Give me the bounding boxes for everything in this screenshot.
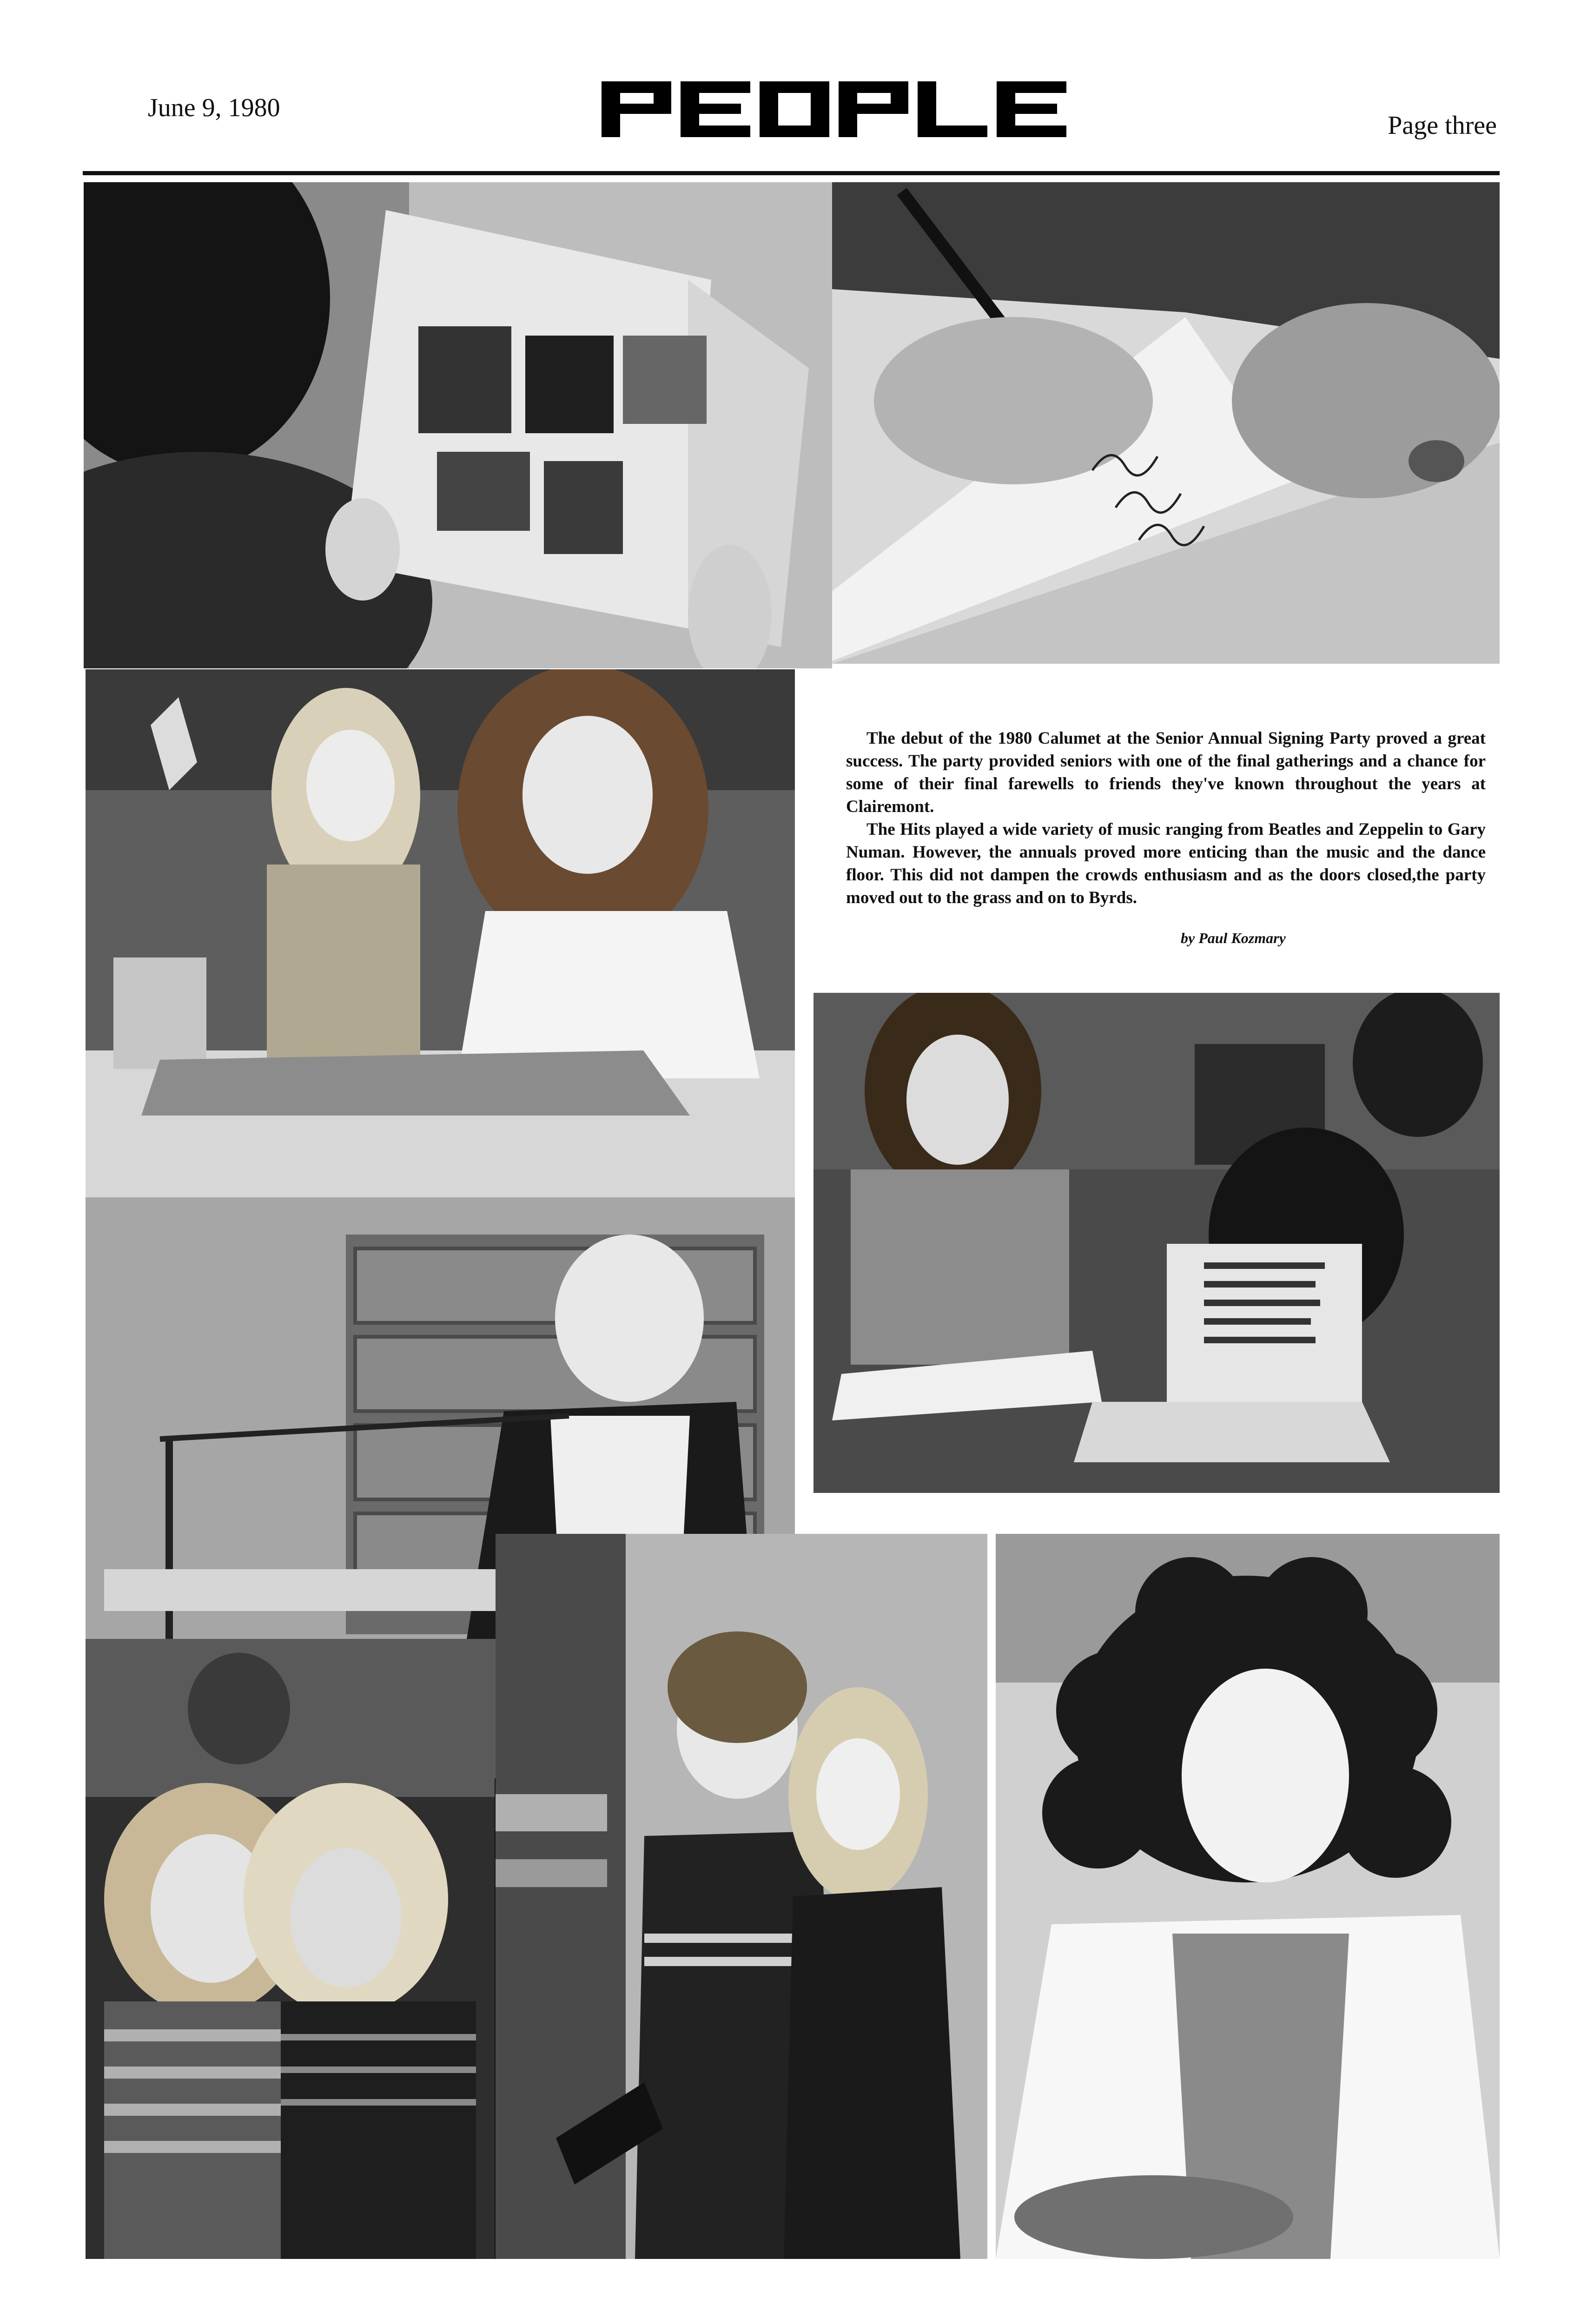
byline: by Paul Kozmary: [1181, 930, 1286, 946]
signing-photo: [832, 182, 1500, 664]
article-paragraph: The debut of the 1980 Calumet at the Senior Annual Signing Party proved a great success. The party provided seniors with one of the final gatherings and a chance for some of their final farewells to friends they've known throughout the years at Clairemont.: [846, 729, 1486, 816]
couple-photo: [496, 1534, 987, 2259]
two-girls-laughing-photo: [86, 669, 795, 1197]
curly-hair-photo: [996, 1534, 1500, 2259]
issue-date: June 9, 1980: [148, 93, 280, 122]
article-body: [846, 727, 1486, 909]
masthead-logo: [602, 77, 1076, 142]
header-rule: [83, 171, 1500, 175]
yearbook-photo: [84, 182, 832, 668]
page-number: Page three: [1388, 111, 1497, 140]
students-signing-photo: [813, 993, 1500, 1493]
article-paragraph: The Hits played a wide variety of music ranging from Beatles and Zeppelin to Gary Numan. However, the annuals proved more enticing than the music and the dance floor. This did not dampen the crowds enthusiasm and as the doors closed,the party moved out to the grass and on to Byrds.: [846, 820, 1486, 907]
